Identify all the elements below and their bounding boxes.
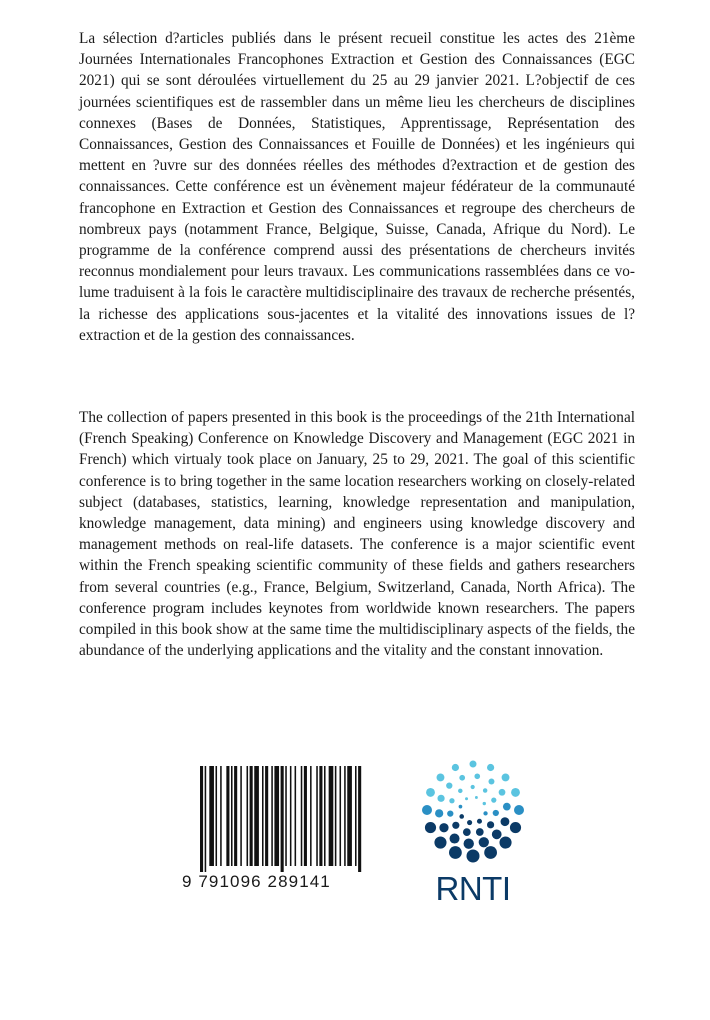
barcode-bar: [271, 766, 273, 866]
rnti-dots-icon: [418, 758, 528, 868]
logo-dot: [426, 788, 435, 797]
logo-dot: [437, 795, 444, 802]
barcode-bar: [290, 766, 292, 866]
barcode-bar: [200, 766, 203, 872]
logo-dot: [465, 797, 468, 800]
logo-dot: [492, 830, 502, 840]
logo-dot: [458, 789, 463, 794]
barcode-bar: [329, 766, 334, 866]
barcode-bar: [234, 766, 237, 866]
abstract-english: The collection of papers presented in this book is the proceedings of the 21th International (French Speaking) Conference on Knowledge Discovery and Management (EGC 2021 in French) which virtualy took place on January, 25 to 29, 2021. The goal of this scientific conference is to bring together in the same location researchers working on closely-related subject (databases, statistics, learning, knowledge representation and manipulation, knowledge management, data mining) and engineers using knowledge discovery and management methods on real-life datasets. The conference is a major scientific event within the French speaking scientific community of these fields and gathers researchers from several countries (e.g., France, Belgium, Switzerland, Canada, North Africa). The conference program includes keynotes from worldwide known researchers. The papers compiled in this book show at the same time the multidisciplinary aspects of the fields, the abundance of the underlying applications and the vitality and the constant innovation.: [79, 409, 635, 660]
logo-dot: [483, 788, 487, 792]
barcode-bar: [281, 766, 284, 872]
barcode-bar: [347, 766, 352, 866]
logo-dot: [510, 822, 521, 833]
logo-dot: [435, 809, 443, 817]
logo-dot: [511, 788, 520, 797]
logo-dot: [449, 798, 454, 803]
barcode-bar: [340, 766, 342, 866]
logo-dot: [425, 822, 436, 833]
logo-dot: [450, 834, 460, 844]
barcode-bar: [216, 766, 218, 866]
logo-dot: [483, 811, 487, 815]
barcode-bar: [209, 766, 214, 866]
barcode-bar: [274, 766, 279, 866]
logo-dot: [484, 846, 497, 859]
logo-dot: [493, 810, 499, 816]
logo-dot: [446, 783, 452, 789]
barcode-bar: [355, 766, 357, 866]
logo-dot: [459, 805, 463, 809]
barcode-bar: [220, 766, 222, 866]
logo-dot: [467, 850, 480, 863]
logo-dot: [483, 802, 486, 805]
logo-dot: [464, 839, 474, 849]
barcode-bar: [358, 766, 361, 872]
barcode-bar: [285, 766, 287, 866]
barcode-bar: [344, 766, 346, 866]
logo-dot: [463, 828, 471, 836]
barcode-bar: [265, 766, 268, 866]
barcode-bar: [262, 766, 264, 866]
barcode-bar: [324, 766, 326, 866]
logo-dot: [477, 819, 482, 824]
barcode-bar: [316, 766, 318, 866]
barcode-digits: 9 791096 289141: [182, 872, 331, 891]
logo-dot: [491, 798, 496, 803]
logo-dot: [471, 785, 475, 789]
barcode-bar: [295, 766, 297, 866]
barcode-bar: [335, 766, 337, 866]
barcode-bar: [247, 766, 249, 866]
barcode-bars: [182, 766, 366, 872]
barcode-bar: [301, 766, 303, 866]
logo-dot: [499, 836, 511, 848]
barcode-bar: [240, 766, 242, 866]
rnti-logo-text: RNTI: [435, 870, 511, 907]
isbn-barcode: [182, 766, 366, 896]
barcode-bar: [254, 766, 259, 866]
logo-dot: [487, 764, 494, 771]
barcode-bar: [226, 766, 229, 866]
logo-dot: [470, 761, 477, 768]
logo-dot: [479, 837, 489, 847]
rnti-logo: [418, 758, 528, 908]
barcode-bar: [231, 766, 233, 866]
logo-dot: [501, 817, 510, 826]
logo-dot: [459, 775, 465, 781]
logo-dot: [452, 822, 459, 829]
logo-dot: [499, 789, 506, 796]
barcode-bar: [304, 766, 307, 866]
logo-dot: [476, 828, 484, 836]
abstract-french: La sélection d?articles publiés dans le présent recueil constitue les actes des 21ème Journées Internationales Francophones Extraction et Gestion des Connaissances (EGC 2021) qui se sont déroulées virtuellement du 25 au 29 janvier 2021. L?objectif de ces journées scientifiques est de rassembler dans un même lieu les chercheurs de disciplines connexes (Bases de Données, Statistiques, Apprentissage, Représentation des Connaissances, Gestion des Connaissances et Fouille de Données) et les ingénieurs qui mettent en ?uvre sur des données réelles des méthodes d?extraction et de gestion des connaissances. Cette conférence est un évènement majeur fédérateur de la communauté francophone en Extraction et Gestion des Connaissances et regroupe des chercheurs de nombreux pays (notamment France, Belgique, Suisse, Canada, Afrique du Nord). Le programme de la conférence comprend aussi des présentations de chercheurs invités reconnus mondialement pour leurs travaux. Les communications rassemblées dans ce volume traduisent à la fois le caractère multidisciplinaire des travaux de recherche présentés, la richesse des applications sous-jacentes et la vitalité des innovations issues de l?extraction et de la gestion des connaissances.: [79, 30, 635, 344]
logo-dot: [488, 778, 494, 784]
logo-dot: [447, 810, 453, 816]
logo-dot: [514, 805, 524, 815]
logo-dot: [437, 774, 445, 782]
logo-dot: [449, 846, 462, 859]
logo-dot: [452, 764, 459, 771]
logo-dot: [502, 774, 510, 782]
logo-dot: [487, 821, 494, 828]
barcode-bar: [250, 766, 253, 866]
logo-dot: [459, 814, 464, 819]
logo-dot: [439, 823, 448, 832]
barcode-bar: [205, 766, 207, 872]
logo-dot: [467, 820, 472, 825]
barcode-bar: [310, 766, 312, 866]
logo-dot: [434, 836, 446, 848]
logo-dot: [422, 805, 432, 815]
logo-dot: [474, 773, 480, 779]
logo-dot: [475, 796, 478, 799]
barcode-bar: [319, 766, 322, 866]
logo-dot: [503, 803, 511, 811]
